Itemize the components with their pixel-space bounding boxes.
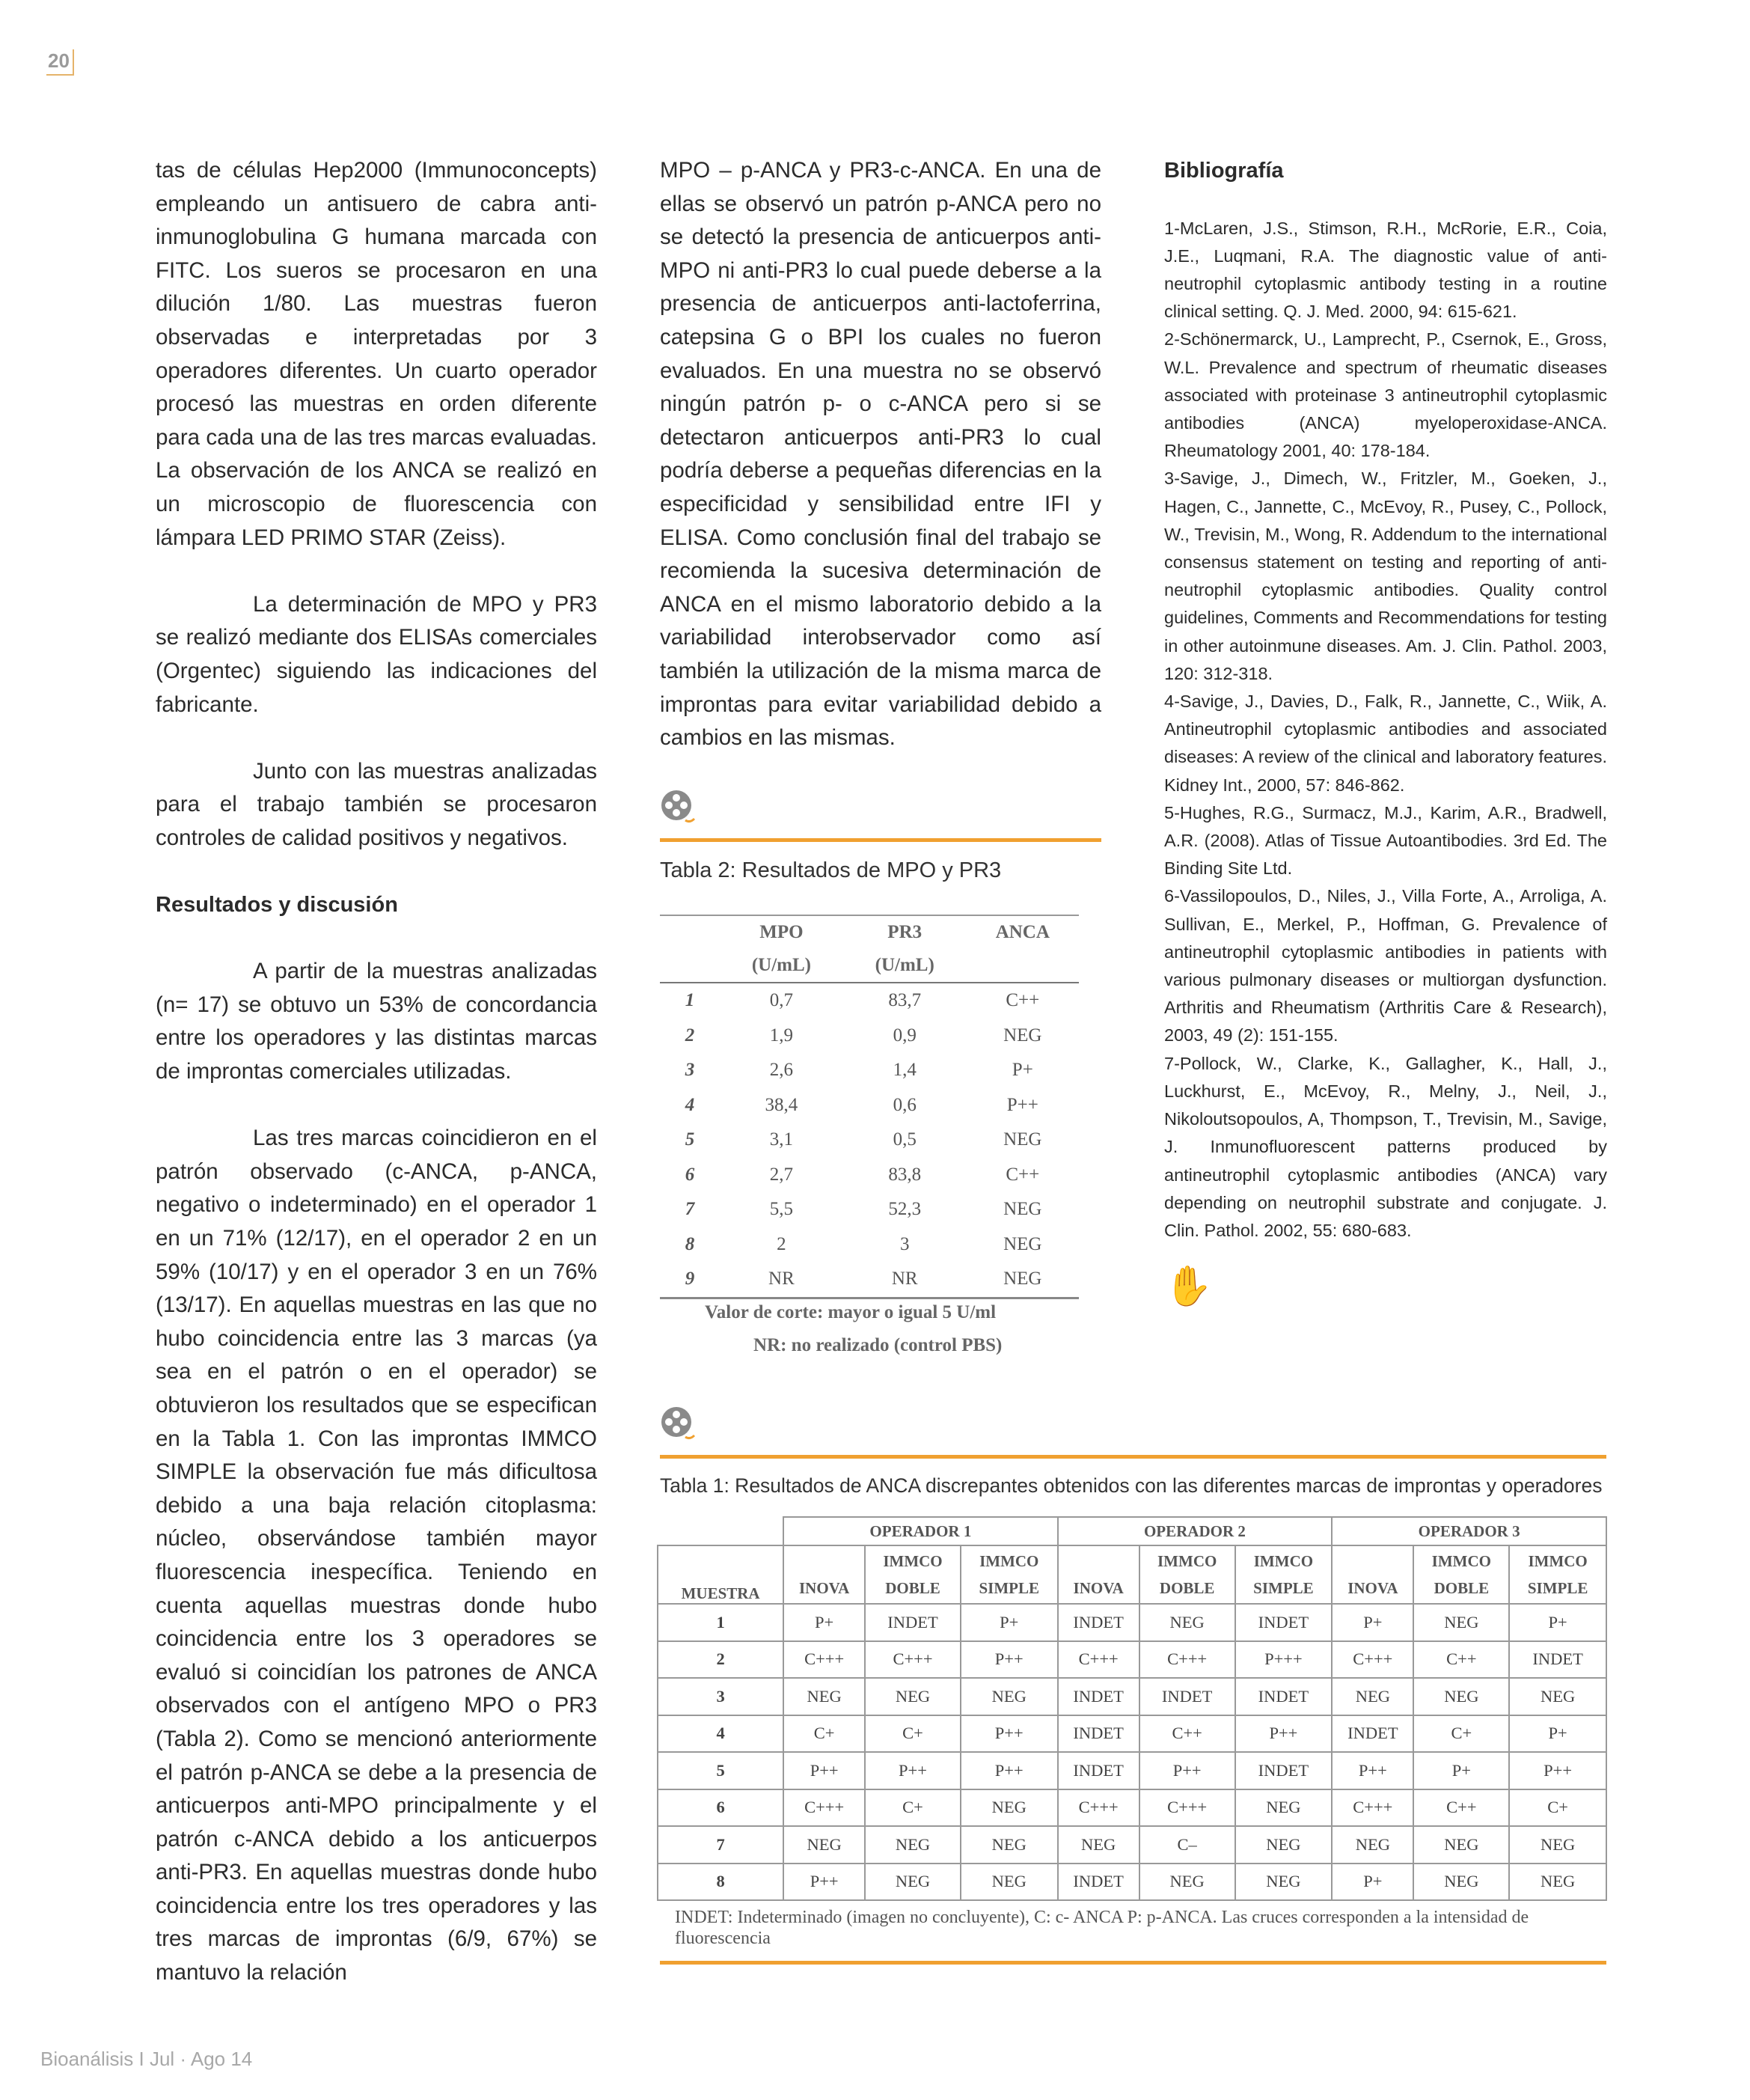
table1-cell: NEG (1235, 1864, 1333, 1901)
table2-cell: 0,7 (769, 990, 794, 1011)
table1-cell: NEG (1509, 1678, 1606, 1715)
table2-cell: 52,3 (888, 1199, 922, 1220)
table1-cell: P+ (1413, 1752, 1509, 1789)
table1-brand-top: IMMCO (883, 1552, 943, 1570)
table1-brand-bottom: INOVA (798, 1579, 850, 1597)
table2-cell: P+ (1012, 1060, 1033, 1081)
table1-cell: P++ (1509, 1752, 1606, 1789)
table1-row (658, 1826, 1606, 1864)
table2-cell: NEG (1003, 1269, 1042, 1289)
footer: Bioanálisis I Jul · Ago 14 (40, 2048, 253, 2070)
table1-brand-header (1509, 1545, 1606, 1604)
table1-brand-bottom: DOBLE (885, 1579, 940, 1597)
reference-item: 3-Savige, J., Dimech, W., Fritzler, M., Goeken, J., Hagen, C., Jannette, C., McEvoy, R., Pusey, C., Pollock, W., Trevisin, M., Wong, R. Addendum to the international consensus statement on testing and reporting of anti-neutrophil cytoplasmic antibodies. Quality control guidelines, Comments and Recommendations for testing in other autoinmune diseases. Am. J. Clin. Pathol. 2003, 120: 312-318. (1164, 468, 1607, 683)
reference-list (1164, 215, 1607, 1245)
divider-line (660, 1961, 1606, 1965)
table1-cell: C+++ (865, 1641, 961, 1679)
column-1 (156, 154, 597, 1990)
table1-cell: NEG (865, 1678, 961, 1715)
table1-cell: NEG (1509, 1864, 1606, 1901)
table1-brand-header (1332, 1545, 1413, 1604)
table2-cell: 4 (685, 1094, 695, 1115)
table2-cell: 8 (685, 1233, 695, 1254)
table1-cell: NEG (1509, 1826, 1606, 1864)
table1-cell: INDET (1058, 1604, 1139, 1641)
table1-cell: NEG (961, 1678, 1058, 1715)
table1-brand-bottom: INOVA (1347, 1579, 1398, 1597)
table1-cell: P++ (1139, 1752, 1235, 1789)
table1-cell: INDET (1058, 1715, 1139, 1753)
table1-caption: Tabla 1: Resultados de ANCA discrepantes obtenidos con las diferentes marcas de improntas y operadores (660, 1474, 1603, 1497)
table1-cell: P+ (1332, 1864, 1413, 1901)
table1-cell: NEG (1139, 1604, 1235, 1641)
table1-cell: P++ (1332, 1752, 1413, 1789)
col1-paragraph-2: La determinación de MPO y PR3 se realizó mediante dos ELISAs comerciales (Orgentec) siguiendo las indicaciones del fabricante. (156, 591, 597, 717)
table1-brand-top: IMMCO (979, 1552, 1039, 1570)
table1-brand-top: IMMCO (1157, 1552, 1217, 1570)
table1-cell: C++ (1413, 1641, 1509, 1679)
table1-cell: 6 (658, 1789, 783, 1827)
table1-brand-top (784, 1548, 864, 1575)
table2-header: MPO (759, 922, 804, 942)
table1-brand-top: IMMCO (1528, 1552, 1588, 1570)
table2-cell: 83,7 (888, 990, 922, 1011)
table1-cell: NEG (783, 1678, 865, 1715)
table1-operator-header: OPERADOR 3 (1332, 1517, 1606, 1545)
bibliography-title: Bibliografía (1164, 159, 1284, 183)
table2-row (660, 1158, 1079, 1193)
table1-cell: P++ (783, 1752, 865, 1789)
table2-header: ANCA (995, 922, 1050, 942)
table1-cell: NEG (1413, 1864, 1509, 1901)
table1-row (658, 1678, 1606, 1715)
table1-brand-top: IMMCO (1253, 1552, 1314, 1570)
divider-line (660, 1455, 1606, 1459)
col2-paragraph-1: MPO – p-ANCA y PR3-c-ANCA. En una de ellas se observó un patrón p-ANCA pero no se detectó la presencia de anticuerpos anti-MPO ni anti-PR3 lo cual puede deberse a la presencia de anticuerpos anti-lactoferrina, catepsina G o BPI los cuales no fueron evaluados. En una muestra no se observó ningún patrón p- o c-ANCA pero si se detectaron anticuerpos anti-PR3 lo cual podría deberse a pequeñas diferencias en la especificidad y sensibilidad entre IFI y ELISA. Como conclusión final del trabajo se recomienda la sucesiva determinación de ANCA en el mismo laboratorio debido a la variabilidad interobservador como así también la utilización de la misma marca de improntas para evitar variabilidad debido a cambios en las mismas. (660, 158, 1101, 751)
col1-paragraph-3: Junto con las muestras analizadas para el trabajo también se procesaron controles de calidad positivos y negativos. (156, 758, 597, 850)
table1-brand-bottom: SIMPLE (979, 1579, 1039, 1597)
table2-cell: 6 (685, 1164, 695, 1185)
table1-cell: P++ (961, 1641, 1058, 1679)
table1-cell: 1 (658, 1604, 783, 1641)
col1-paragraph-4: A partir de la muestras analizadas (n= 17) se obtuvo un 53% de concordancia entre los operadores y las distintas marcas de improntas comerciales utilizadas. (156, 959, 597, 1084)
table2-row (660, 1227, 1079, 1263)
results-heading: Resultados y discusión (156, 893, 398, 918)
table2-caption: Tabla 2: Resultados de MPO y PR3 (660, 858, 1002, 882)
table1-cell: C+++ (1139, 1789, 1235, 1827)
table1-brand-bottom: SIMPLE (1253, 1579, 1314, 1597)
table1-brand-header (1413, 1545, 1509, 1604)
table1-brand-bottom: DOBLE (1159, 1579, 1215, 1597)
table1-cell: C+ (865, 1715, 961, 1753)
table2-cell: 2,7 (769, 1164, 794, 1185)
table1-cell: P++ (865, 1752, 961, 1789)
table1-operator-header: OPERADOR 1 (783, 1517, 1057, 1545)
table1-cell: NEG (1332, 1678, 1413, 1715)
table1-cell: NEG (783, 1826, 865, 1864)
table1-cell: 4 (658, 1715, 783, 1753)
table2-cell: NR (891, 1269, 918, 1289)
table2-cell: 83,8 (888, 1164, 922, 1185)
divider-line (660, 838, 1101, 842)
table1-operator-header: OPERADOR 2 (1058, 1517, 1333, 1545)
table2-cell: 1 (685, 990, 695, 1011)
table2-unit: (U/mL) (751, 955, 811, 975)
table2-cell: 0,6 (893, 1094, 917, 1115)
col1-paragraph-1: tas de células Hep2000 (Immunoconcepts) empleando un antisuero de cabra anti-inmunoglobulina G humana marcada con FITC. Los sueros se procesaron en una dilución 1/80. Las muestras fueron observadas e interpretadas por 3 operadores diferentes. Un cuarto operador procesó las muestras en orden diferente para cada una de las tres marcas evaluadas. La observación de los ANCA se realizó en un microscopio de fluorescencia con lámpara LED PRIMO STAR (Zeiss). (156, 158, 597, 550)
table2-cell: P++ (1006, 1094, 1038, 1115)
table1-cell: C++ (1413, 1789, 1509, 1827)
table1-cell: INDET (1235, 1604, 1333, 1641)
table2-cell: 3 (685, 1060, 695, 1081)
table2-cell: 9 (685, 1269, 695, 1289)
reference-item: 7-Pollock, W., Clarke, K., Gallagher, K., Hall, J., Luckhurst, E., McEvoy, R., Melny, J., Neil, J., Nikoloutsopoulos, A, Thompson, T., Trevisin, M., Savige, J. Inmunofluorescent patterns produced by antineutrophil cytoplasmic antibodies (ANCA) vary depending on neutrophil substrate and conjugate. J. Clin. Pathol. 2002, 55: 680-683. (1164, 1053, 1607, 1240)
table1-cell: NEG (1413, 1678, 1509, 1715)
table1-row (658, 1752, 1606, 1789)
table1-cell: C+++ (783, 1641, 865, 1679)
table1-brand-bottom: INOVA (1073, 1579, 1124, 1597)
table1-brand-header (961, 1545, 1058, 1604)
table1-cell: NEG (865, 1864, 961, 1901)
table1-brand-header (783, 1545, 865, 1604)
table1-brand-header (865, 1545, 961, 1604)
table1-cell: C– (1139, 1826, 1235, 1864)
table2-note-nr: NR: no realizado (control PBS) (753, 1334, 1003, 1355)
table2-cell: 2,6 (769, 1060, 794, 1081)
table2-cell: NEG (1003, 1233, 1042, 1254)
table1-muestra-header: MUESTRA (658, 1545, 783, 1604)
table1-corner (658, 1517, 783, 1545)
table2-cell: NEG (1003, 1129, 1042, 1150)
reference-item: 6-Vassilopoulos, D., Niles, J., Villa Forte, A., Arroliga, A. Sullivan, E., Merkel, P., Hoffman, G. Prevalence of antineutrophil cytoplasmic antibodies in patients with various pulmonary diseases or multiorgan dysfunction. Arthritis and Rheumatism (Arthritis Care & Research), 2003, 49 (2): 151-155. (1164, 886, 1607, 1046)
table2-cell: 1,9 (769, 1025, 794, 1046)
table2-cell: 5,5 (769, 1199, 794, 1220)
table1-brand-top (1333, 1548, 1413, 1575)
reference-item: 5-Hughes, R.G., Surmacz, M.J., Karim, A.R., Bradwell, A.R. (2008). Atlas of Tissue Autoantibodies. 3rd Ed. The Binding Site Ltd. (1164, 802, 1607, 879)
table2-row (660, 1019, 1079, 1054)
table2-unit (967, 949, 1079, 983)
table2-cell: 2 (777, 1233, 786, 1254)
table1-note: INDET: Indeterminado (imagen no concluyente), C: c- ANCA P: p-ANCA. Las cruces corresponden a la intensidad de fluorescencia (675, 1908, 1529, 1948)
table2-cell: 7 (685, 1199, 695, 1220)
table1-cell: P++ (783, 1864, 865, 1901)
table1-row (658, 1604, 1606, 1641)
film-reel-icon (660, 1405, 696, 1441)
table2-cell: 2 (685, 1025, 695, 1046)
table1-cell: C+++ (1332, 1641, 1413, 1679)
table1-row (658, 1789, 1606, 1827)
table1-brand-bottom: SIMPLE (1527, 1579, 1588, 1597)
table1-cell: NEG (961, 1864, 1058, 1901)
reference-item: 1-McLaren, J.S., Stimson, R.H., McRorie, E.R., Coia, J.E., Luqmani, R.A. The diagnostic value of anti-neutrophil cytoplasmic antibody testing in a routine clinical setting. Q. J. Med. 2000, 94: 615-621. (1164, 218, 1607, 322)
table1-cell: INDET (1332, 1715, 1413, 1753)
table2-cell: NEG (1003, 1199, 1042, 1220)
table1-cell: C+++ (1058, 1789, 1139, 1827)
table2-row (660, 1262, 1079, 1298)
table1-row (658, 1864, 1606, 1901)
table1-cell: P++ (1235, 1715, 1333, 1753)
table1-cell: INDET (1058, 1752, 1139, 1789)
table2-unit (660, 949, 720, 983)
table1-cell: NEG (961, 1826, 1058, 1864)
table1-cell: P++ (961, 1715, 1058, 1753)
table1-cell: INDET (1139, 1678, 1235, 1715)
table1-cell: P+ (783, 1604, 865, 1641)
table2-cell: 3 (899, 1233, 910, 1254)
table2-cell: C++ (1006, 1164, 1040, 1185)
table1-cell: 8 (658, 1864, 783, 1901)
table1-cell: P+++ (1235, 1641, 1333, 1679)
table1-cell: C+++ (783, 1789, 865, 1827)
table1-cell: INDET (1235, 1678, 1333, 1715)
table1-cell: NEG (1235, 1789, 1333, 1827)
table2-cell: 1,4 (893, 1060, 917, 1081)
table1-cell: C+ (1509, 1789, 1606, 1827)
table1-cell: C+ (1413, 1715, 1509, 1753)
table2-cell: NEG (1003, 1025, 1042, 1046)
table1-cell: NEG (1058, 1826, 1139, 1864)
table2-cell: C++ (1006, 990, 1040, 1011)
table1-cell: 3 (658, 1678, 783, 1715)
table1-cell: 2 (658, 1641, 783, 1679)
page-number: 20 (46, 49, 74, 76)
table1-brand-top: IMMCO (1431, 1552, 1491, 1570)
table1-cell: C+ (783, 1715, 865, 1753)
reference-item: 4-Savige, J., Davies, D., Falk, R., Jannette, C., Wiik, A. Antineutrophil cytoplasmic antibodies and associated diseases: A review of the clinical and laboratory features. Kidney Int., 2000, 57: 846-862. (1164, 692, 1607, 795)
table1-cell: P+ (961, 1604, 1058, 1641)
table1-cell: INDET (1058, 1864, 1139, 1901)
table1-cell: P+ (1332, 1604, 1413, 1641)
table2-cell: 0,5 (893, 1129, 917, 1150)
table1-cell: NEG (1139, 1864, 1235, 1901)
table1-cell: INDET (865, 1604, 961, 1641)
table1-brand-header (1139, 1545, 1235, 1604)
table1-cell: NEG (1332, 1826, 1413, 1864)
table1-cell: NEG (1235, 1826, 1333, 1864)
col1-paragraph-5: Las tres marcas coincidieron en el patrón observado (c-ANCA, p-ANCA, negativo o indeterminado) en el operador 1 en un 71% (12/17), en el operador 2 en un 59% (10/17) y en el operador 3 en un 76% (13/17). En aquellas muestras en las que no hubo coincidencia entre las 3 marcas (ya sea en el patrón o en el operador) se obtuvieron los resultados que se especifican en la Tabla 1. Con las improntas IMMCO SIMPLE la observación fue más dificultosa debido a una baja relación citoplasma: núcleo, observándose también mayor fluorescencia inespecífica. Teniendo en cuenta aquellas muestras donde hubo coincidencia entre los 3 operadores se evaluó si coincidían los patrones de ANCA observados con el antígeno MPO o PR3 (Tabla 2). Como se mencionó anteriormente el patrón p-ANCA se debe a la presencia de anticuerpos anti-MPO principalmente y el patrón c-ANCA debido a los anticuerpos anti-PR3. En aquellas muestras donde hubo coincidencia entre los tres operadores y las tres marcas de improntas (6/9, 67%) se mantuvo la relación (156, 1126, 597, 1985)
table2-row (660, 1053, 1079, 1088)
table2-cell: 0,9 (893, 1025, 917, 1046)
table2-header: PR3 (887, 922, 923, 942)
table1-cell: C+++ (1058, 1641, 1139, 1679)
column-3 (1164, 154, 1607, 1245)
hand-stop-icon: ✋ (1164, 1265, 1213, 1308)
table1-cell: INDET (1509, 1641, 1606, 1679)
table1 (657, 1516, 1607, 1949)
table1-row (658, 1715, 1606, 1753)
table2-cell: NR (768, 1269, 795, 1289)
table1-cell: P+ (1509, 1604, 1606, 1641)
table2-row (660, 1123, 1079, 1158)
reference-item: 2-Schönermarck, U., Lamprecht, P., Csernok, E., Gross, W.L. Prevalence and spectrum of rheumatic diseases associated with proteinase 3 antineutrophil cytoplasmic antibodies (ANCA) myeloperoxidase-ANCA. Rheumatology 2001, 40: 178-184. (1164, 329, 1607, 461)
table1-cell: INDET (1058, 1678, 1139, 1715)
table1-row (658, 1641, 1606, 1679)
table1-brand-top (1059, 1548, 1139, 1575)
film-reel-icon (660, 789, 696, 825)
table1-cell: NEG (961, 1789, 1058, 1827)
table1-brand-bottom: DOBLE (1434, 1579, 1490, 1597)
table2-header (660, 915, 720, 949)
table2 (660, 915, 1106, 1356)
table1-cell: C+++ (1139, 1641, 1235, 1679)
table1-cell: C++ (1139, 1715, 1235, 1753)
table2-row (660, 983, 1079, 1019)
table1-cell: 7 (658, 1826, 783, 1864)
table1-cell: NEG (865, 1826, 961, 1864)
table1-cell: NEG (1413, 1604, 1509, 1641)
table1-cell: INDET (1235, 1752, 1333, 1789)
table2-unit: (U/mL) (875, 955, 934, 975)
table1-cell: C+ (865, 1789, 961, 1827)
table1-cell: C+++ (1332, 1789, 1413, 1827)
table1-cell: P++ (961, 1752, 1058, 1789)
table2-row (660, 1192, 1079, 1227)
table2-cell: 5 (685, 1129, 695, 1150)
table2-row (660, 1088, 1079, 1123)
table1-cell: P+ (1509, 1715, 1606, 1753)
table1-cell: 5 (658, 1752, 783, 1789)
table2-cell: 38,4 (765, 1094, 798, 1115)
table1-cell: NEG (1413, 1826, 1509, 1864)
column-2 (660, 154, 1101, 755)
table1-brand-header (1235, 1545, 1333, 1604)
table1-brand-header (1058, 1545, 1139, 1604)
table2-cell: 3,1 (769, 1129, 794, 1150)
table2-note-cutoff: Valor de corte: mayor o igual 5 U/ml (705, 1301, 997, 1322)
